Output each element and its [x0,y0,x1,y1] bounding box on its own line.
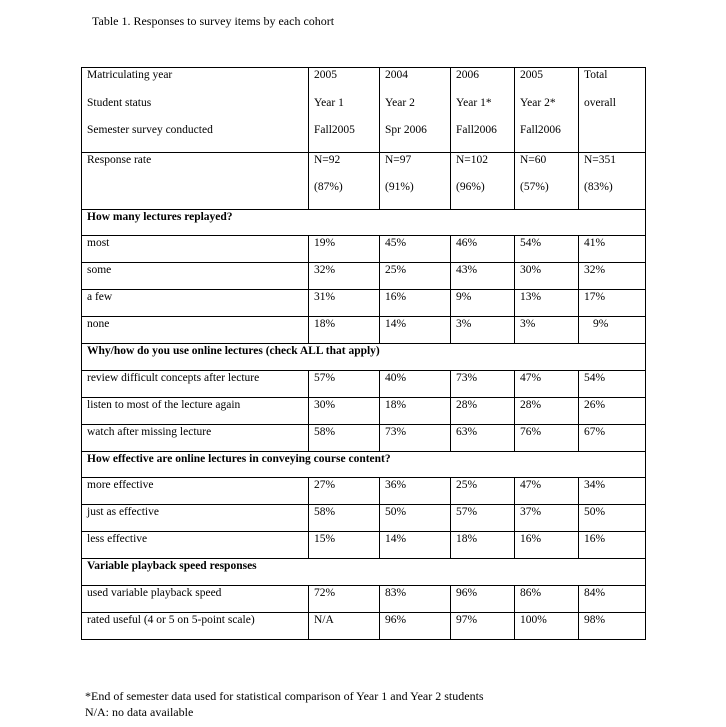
header-status: overall [584,96,616,109]
total-value-cell: 50% [579,505,646,532]
header-year: Total [584,69,608,81]
table-row [82,317,646,344]
value-cell: 83% [380,585,451,612]
response-n: N=92 [314,153,341,166]
value-cell: 14% [380,317,451,344]
table-row [82,505,646,532]
total-value-cell: 84% [579,585,646,612]
row-label: review difficult concepts after lecture [82,370,309,397]
value-cell: 30% [309,397,380,424]
value-cell: 32% [309,263,380,290]
response-n: N=102 [456,153,489,166]
total-value-cell: 98% [579,612,646,639]
section-title: How many lectures replayed? [82,209,646,236]
value-cell: 30% [515,263,579,290]
table-row [82,370,646,397]
value-cell: 47% [515,370,579,397]
header-label-status: Student status [87,96,152,109]
response-rate-cell [380,152,451,209]
section-title: Variable playback speed responses [82,559,646,586]
header-semester: Spr 2006 [385,124,427,136]
value-cell: 47% [515,478,579,505]
total-value-cell: 9% [579,317,646,344]
row-label: a few [82,290,309,317]
value-cell: 25% [451,478,515,505]
value-cell: 76% [515,424,579,451]
row-label: less effective [82,532,309,559]
total-value-cell: 67% [579,424,646,451]
header-col-4 [515,68,579,153]
value-cell: 86% [515,585,579,612]
value-cell: 37% [515,505,579,532]
section-header-row [82,451,646,478]
section-header-row [82,209,646,236]
value-cell: 16% [515,532,579,559]
header-semester: Fall2006 [456,124,497,136]
response-n: N=351 [584,153,617,166]
value-cell: 100% [515,612,579,639]
header-col-2 [380,68,451,153]
response-pct: (57%) [520,181,549,193]
value-cell: 97% [451,612,515,639]
value-cell: 18% [309,317,380,344]
header-year: 2006 [456,69,479,81]
response-n: N=60 [520,153,547,166]
table-row [82,478,646,505]
header-status: Year 2 [385,96,415,109]
value-cell: 18% [380,397,451,424]
total-value-cell: 16% [579,532,646,559]
row-label: rated useful (4 or 5 on 5-point scale) [82,612,309,639]
header-year: 2005 [520,69,543,81]
table-row [82,612,646,639]
row-label: most [82,236,309,263]
section-header-row [82,343,646,370]
total-value-cell: 17% [579,290,646,317]
response-rate-cell [309,152,380,209]
value-cell: 28% [515,397,579,424]
total-value-cell: 34% [579,478,646,505]
value-cell: 50% [380,505,451,532]
row-label: more effective [82,478,309,505]
survey-table-body [82,68,646,640]
table-row [82,424,646,451]
total-value-cell: 41% [579,236,646,263]
row-label: used variable playback speed [82,585,309,612]
header-year: 2004 [385,69,408,81]
value-cell: 31% [309,290,380,317]
section-title: How effective are online lectures in conveying course content? [82,451,646,478]
value-cell: 45% [380,236,451,263]
header-semester: Fall2006 [520,124,561,136]
response-rate-cell [515,152,579,209]
header-col-total [579,68,646,153]
header-col-3 [451,68,515,153]
header-col-1 [309,68,380,153]
response-rate-row [82,152,646,209]
value-cell: 15% [309,532,380,559]
footnote-na: N/A: no data available [85,705,194,719]
row-label: some [82,263,309,290]
header-semester [584,124,645,152]
value-cell: 96% [380,612,451,639]
value-cell: 43% [451,263,515,290]
header-label-year: Matriculating year [87,69,173,81]
response-rate-cell [451,152,515,209]
table-row [82,290,646,317]
value-cell: 28% [451,397,515,424]
table-row [82,263,646,290]
table-row [82,532,646,559]
value-cell: 40% [380,370,451,397]
header-labels-cell [82,68,309,153]
value-cell: 9% [451,290,515,317]
value-cell: 57% [451,505,515,532]
row-label: just as effective [82,505,309,532]
value-cell: 27% [309,478,380,505]
response-pct: (91%) [385,181,414,193]
header-status: Year 2* [520,96,556,109]
header-semester: Fall2005 [314,124,355,136]
table-caption: Table 1. Responses to survey items by each cohort [92,14,335,28]
total-value-cell: 26% [579,397,646,424]
response-pct: (83%) [584,181,613,193]
header-status: Year 1 [314,96,344,109]
value-cell: 96% [451,585,515,612]
value-cell: 18% [451,532,515,559]
footnote-asterisk: *End of semester data used for statistical comparison of Year 1 and Year 2 students [85,689,484,703]
value-cell: 13% [515,290,579,317]
value-cell: 3% [451,317,515,344]
value-cell: 54% [515,236,579,263]
survey-table [81,67,646,640]
value-cell: 73% [380,424,451,451]
row-label: listen to most of the lecture again [82,397,309,424]
header-label-semester: Semester survey conducted [87,124,213,136]
header-year: 2005 [314,69,337,81]
value-cell: 3% [515,317,579,344]
value-cell: 46% [451,236,515,263]
value-cell: 19% [309,236,380,263]
response-rate-label: Response rate [82,152,309,209]
response-pct: (87%) [314,181,343,193]
response-rate-cell [579,152,646,209]
value-cell: 16% [380,290,451,317]
response-n: N=97 [385,153,412,166]
value-cell: 14% [380,532,451,559]
value-cell: 58% [309,505,380,532]
section-title: Why/how do you use online lectures (check ALL that apply) [82,343,646,370]
table-header-row [82,68,646,153]
value-cell: 72% [309,585,380,612]
total-value-cell: 32% [579,263,646,290]
value-cell: 63% [451,424,515,451]
table-row [82,585,646,612]
value-cell: 73% [451,370,515,397]
value-cell: 57% [309,370,380,397]
value-cell: 58% [309,424,380,451]
row-label: none [82,317,309,344]
table-row [82,236,646,263]
row-label: watch after missing lecture [82,424,309,451]
value-cell: 36% [380,478,451,505]
header-status: Year 1* [456,96,492,109]
table-row [82,397,646,424]
response-pct: (96%) [456,181,485,193]
value-cell: N/A [309,612,380,639]
total-value-cell: 54% [579,370,646,397]
value-cell: 25% [380,263,451,290]
section-header-row [82,559,646,586]
